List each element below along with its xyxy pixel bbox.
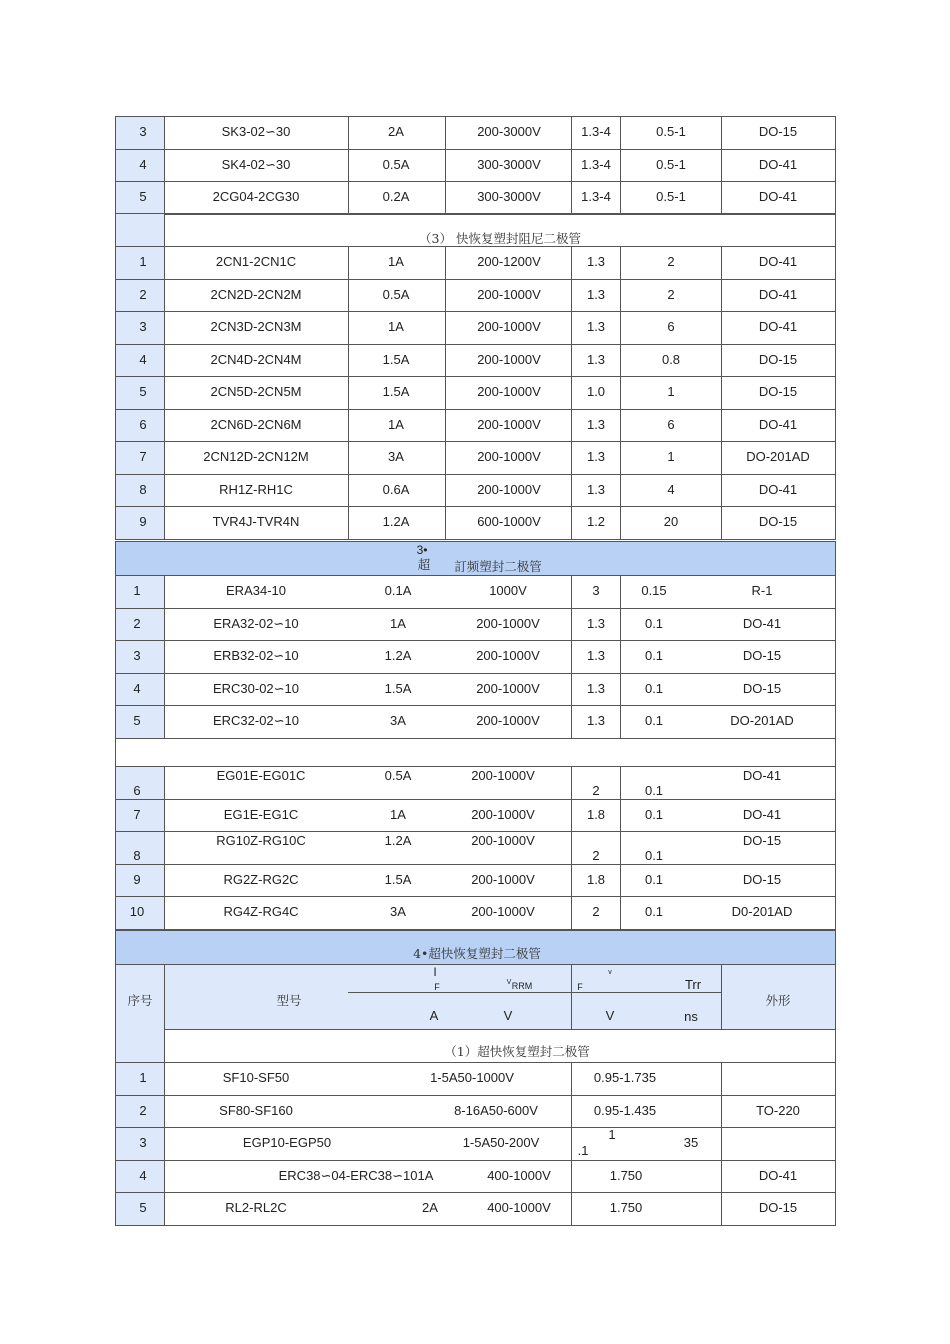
table-cell: 0.15	[641, 583, 667, 599]
table-cell: 1A	[388, 319, 404, 335]
table-cell: 0.2A	[382, 189, 410, 205]
table-border	[115, 1029, 836, 1030]
table-border	[115, 705, 836, 706]
table-border	[835, 246, 836, 539]
table-cell: SF80-SF160	[219, 1102, 293, 1118]
table-cell: DO-41	[758, 156, 798, 172]
table-cell: 2CN5D-2CN5M	[210, 384, 302, 400]
table-border	[835, 116, 836, 246]
table-border	[115, 738, 116, 766]
table-cell: 1000V	[489, 583, 527, 599]
table-cell: ERC30-02∽10	[212, 680, 300, 696]
row-index: 5	[139, 384, 147, 400]
table-border	[115, 799, 836, 800]
band-num: 3•	[416, 543, 428, 557]
table-cell: 200-1000V	[477, 319, 541, 335]
table-border	[115, 930, 116, 964]
table-cell: 2CN12D-2CN12M	[203, 449, 309, 465]
table-border	[620, 766, 621, 929]
table-border	[164, 1029, 165, 1062]
table-cell: 1-5A50-200V	[462, 1135, 540, 1151]
table-cell: DO-41	[758, 319, 798, 335]
row-index: 2	[133, 615, 141, 631]
table-cell: 0.1	[644, 806, 664, 822]
table-border	[571, 766, 572, 929]
table-cell: 200-1000V	[477, 286, 541, 302]
table-cell: 2	[667, 286, 675, 302]
table-cell: 1.5A	[384, 871, 412, 887]
table-cell: DO-41	[742, 615, 782, 631]
table-cell: DO-41	[742, 806, 782, 822]
table-border	[115, 766, 116, 929]
table-border	[835, 1029, 836, 1062]
table-border	[445, 246, 446, 539]
table-cell: 2	[667, 254, 675, 270]
table-cell: 0.1	[644, 648, 664, 664]
table-cell: 200-1000V	[477, 351, 541, 367]
table-cell: 1.3	[586, 351, 606, 367]
table-cell: 2A	[422, 1200, 438, 1216]
band-title: 4•超快恢复塑封二极管	[413, 946, 541, 961]
table-cell: 1.8	[586, 806, 606, 822]
header-v-sup: V	[506, 979, 512, 986]
table-cell: 1.750	[609, 1167, 643, 1183]
row-index: 8	[133, 848, 141, 864]
table-cell: SF10-SF50	[222, 1070, 290, 1086]
unit-v: V	[503, 1008, 513, 1023]
table-cell: 600-1000V	[477, 514, 541, 530]
table-cell: 1.3-4	[581, 189, 611, 205]
table-border	[115, 640, 836, 641]
table-cell: 1.3-4	[581, 124, 611, 140]
table-cell: 0.1	[644, 904, 664, 920]
table-cell: 1.3	[586, 416, 606, 432]
table-border	[115, 575, 836, 576]
table-cell: 0.5A	[382, 286, 410, 302]
table-cell: 1.750	[609, 1200, 643, 1216]
table-cell: EG01E-EG01C	[216, 768, 306, 784]
table-cell: TO-220	[756, 1102, 800, 1118]
row-index: 4	[139, 351, 147, 367]
index-column	[116, 1029, 164, 1062]
table-cell: 200-1000V	[476, 615, 540, 631]
table-cell: 1.2	[586, 514, 606, 530]
header-seq: 序号	[127, 993, 153, 1008]
table-border	[115, 864, 836, 865]
band-title: 訂频塑封二极管	[454, 559, 542, 574]
table-border	[164, 575, 165, 738]
table-border	[115, 116, 116, 246]
table-cell: 1.3	[586, 713, 606, 729]
table-border	[835, 964, 836, 1029]
table-cell: 1	[608, 1127, 616, 1143]
table-cell: 200-1000V	[476, 680, 540, 696]
table-cell: DO-41	[742, 768, 782, 784]
table-cell: DO-15	[758, 351, 798, 367]
table-cell: EG1E-EG1C	[223, 806, 299, 822]
table-cell: 0.6A	[382, 481, 410, 497]
table-border	[115, 1127, 836, 1128]
table-cell: 3	[592, 583, 600, 599]
table-cell: 20	[663, 514, 679, 530]
table-cell: 300-3000V	[477, 156, 541, 172]
table-cell: 1.3	[586, 648, 606, 664]
table-cell: 2CN3D-2CN3M	[210, 319, 302, 335]
table-border	[835, 575, 836, 738]
table-border	[115, 376, 836, 377]
table-border	[115, 279, 836, 280]
table-cell: 0.5-1	[656, 156, 686, 172]
table-border	[115, 1192, 836, 1193]
table-border	[115, 116, 836, 117]
row-index: 7	[133, 806, 141, 822]
table-cell: 0.95-1.435	[593, 1102, 657, 1118]
table-cell: R-1	[751, 583, 773, 599]
table-cell: 0.5A	[384, 768, 412, 784]
table-cell: RG10Z-RG10C	[216, 833, 306, 849]
table-border	[115, 344, 836, 345]
table-border	[835, 1062, 836, 1225]
table-border	[164, 766, 165, 929]
table-border	[835, 738, 836, 766]
table-cell: 0.5-1	[656, 124, 686, 140]
table-border	[115, 964, 116, 1029]
table-cell: .1	[577, 1143, 589, 1159]
table-cell: DO-15	[758, 384, 798, 400]
table-cell: 1.0	[586, 384, 606, 400]
table-cell: D0-201AD	[731, 904, 793, 920]
row-index: 3	[133, 648, 141, 664]
table-cell: DO-41	[758, 286, 798, 302]
table-border	[115, 409, 836, 410]
table-border	[620, 116, 621, 214]
table-cell: 2CN2D-2CN2M	[210, 286, 302, 302]
table-cell: DO-201AD	[730, 713, 794, 729]
table-cell: 35	[683, 1135, 699, 1151]
table-cell: 1.3	[586, 615, 606, 631]
table-cell: 3A	[390, 904, 406, 920]
row-index: 4	[139, 156, 147, 172]
table-border	[348, 246, 349, 539]
table-cell: 200-1000V	[477, 384, 541, 400]
table-border	[571, 964, 572, 1029]
table-border	[115, 1225, 836, 1226]
header-block	[116, 964, 835, 1029]
index-column	[116, 213, 164, 246]
table-cell: 1.2A	[384, 833, 412, 849]
table-cell: 1A	[388, 254, 404, 270]
row-index: 1	[139, 254, 147, 270]
table-cell: 200-1000V	[471, 768, 535, 784]
table-cell: 6	[667, 319, 675, 335]
table-border	[115, 1095, 836, 1096]
section-title: （1）超快恢复塑封二极管	[444, 1044, 590, 1059]
table-cell: 1.2A	[384, 648, 412, 664]
table-cell: 8-16A50-600V	[454, 1102, 538, 1118]
table-border	[115, 149, 836, 150]
table-cell: TVR4J-TVR4N	[212, 514, 300, 530]
table-cell: 0.1	[644, 848, 664, 864]
table-cell: 0.1	[644, 713, 664, 729]
table-cell: 200-1000V	[471, 806, 535, 822]
header-model: 型号	[276, 993, 302, 1008]
table-cell: SK4-02∽30	[221, 156, 291, 172]
section-title: （3） 快恢复塑封阻尼二极管	[419, 231, 581, 246]
table-cell: 1.3	[586, 680, 606, 696]
table-cell: 200-1000V	[471, 871, 535, 887]
table-cell: 1A	[390, 806, 406, 822]
table-cell: 1.3	[586, 319, 606, 335]
table-cell: 1.5A	[382, 351, 410, 367]
table-cell: 400-1000V	[487, 1167, 551, 1183]
table-cell: DO-15	[742, 680, 782, 696]
table-border	[115, 831, 836, 832]
row-index: 4	[139, 1167, 147, 1183]
table-cell: DO-15	[758, 124, 798, 140]
table-border	[445, 116, 446, 214]
table-cell: DO-15	[742, 648, 782, 664]
table-cell: 0.1	[644, 871, 664, 887]
row-index: 2	[139, 1102, 147, 1118]
table-cell: 0.1	[644, 680, 664, 696]
row-index: 5	[139, 1200, 147, 1216]
header-i: I	[433, 965, 437, 979]
table-border	[164, 1062, 165, 1225]
table-cell: 2CG04-2CG30	[212, 189, 300, 205]
unit-v: V	[605, 1008, 615, 1023]
row-index: 7	[139, 449, 147, 465]
table-border	[835, 766, 836, 929]
table-border	[115, 246, 836, 247]
table-cell: DO-15	[742, 833, 782, 849]
table-cell: 1.3-4	[581, 156, 611, 172]
row-index: 4	[133, 680, 141, 696]
table-cell: 1.8	[586, 871, 606, 887]
table-border	[571, 246, 572, 539]
table-border	[115, 474, 836, 475]
table-border	[115, 738, 836, 739]
table-border	[115, 766, 836, 767]
table-border	[721, 116, 722, 214]
table-cell: 0.95-1.735	[593, 1070, 657, 1086]
table-cell: 1A	[390, 615, 406, 631]
table-cell: 200-1000V	[477, 416, 541, 432]
row-index: 6	[133, 783, 141, 799]
table-border	[115, 539, 836, 540]
table-cell: 1-5A50-1000V	[430, 1070, 514, 1086]
table-cell: ERB32-02∽10	[213, 648, 299, 664]
table-cell: DO-15	[758, 514, 798, 530]
table-cell: 2	[592, 848, 600, 864]
table-border	[164, 964, 165, 1029]
table-border	[115, 1029, 116, 1062]
table-border	[571, 116, 572, 214]
table-cell: SK3-02∽30	[221, 124, 291, 140]
table-border	[115, 541, 836, 542]
table-border	[115, 575, 116, 738]
table-border	[348, 116, 349, 214]
table-border	[115, 673, 836, 674]
table-cell: DO-41	[758, 254, 798, 270]
table-cell: 1.2A	[382, 514, 410, 530]
table-border	[721, 1062, 722, 1225]
row-index: 9	[139, 514, 147, 530]
row-index: 8	[139, 481, 147, 497]
table-cell: 1.5A	[384, 680, 412, 696]
table-cell: 400-1000V	[487, 1200, 551, 1216]
table-cell: 200-1000V	[476, 713, 540, 729]
table-border	[115, 311, 836, 312]
table-cell: 6	[667, 416, 675, 432]
table-cell: DO-15	[742, 871, 782, 887]
table-border	[115, 930, 836, 931]
table-cell: DO-41	[758, 481, 798, 497]
table-cell: 1.3	[586, 286, 606, 302]
table-border	[835, 541, 836, 575]
table-cell: DO-41	[758, 1167, 798, 1183]
table-border	[115, 541, 116, 575]
table-cell: DO-41	[758, 416, 798, 432]
table-cell: ERA32-02∽10	[213, 615, 299, 631]
table-cell: 2CN4D-2CN4M	[210, 351, 302, 367]
table-border	[115, 181, 836, 182]
header-v-small: v	[608, 969, 612, 976]
table-border	[620, 575, 621, 738]
table-border	[721, 964, 722, 1029]
unit-a: A	[429, 1008, 439, 1023]
row-index: 1	[139, 1070, 147, 1086]
table-cell: 0.1	[644, 615, 664, 631]
table-cell: RL2-RL2C	[225, 1200, 287, 1216]
table-border	[115, 1062, 116, 1225]
table-cell: 2CN6D-2CN6M	[210, 416, 302, 432]
table-cell: 4	[667, 481, 675, 497]
table-border	[620, 246, 621, 539]
header-trr: Trr	[684, 977, 702, 992]
table-cell: DO-15	[758, 1200, 798, 1216]
header-f1: F	[434, 982, 440, 992]
table-cell: 0.8	[661, 351, 681, 367]
table-cell: 1	[667, 384, 675, 400]
header-vrrm: RRM	[511, 981, 533, 991]
table-cell: 2	[592, 904, 600, 920]
table-cell: RH1Z-RH1C	[219, 481, 293, 497]
row-index: 3	[139, 319, 147, 335]
table-cell: DO-201AD	[746, 449, 810, 465]
header-f2: F	[577, 982, 583, 992]
row-index: 3	[139, 1135, 147, 1151]
table-cell: 200-3000V	[477, 124, 541, 140]
row-index: 6	[139, 416, 147, 432]
table-border	[571, 1062, 572, 1225]
table-cell: 200-1000V	[476, 648, 540, 664]
table-cell: 200-1000V	[471, 904, 535, 920]
table-cell: RG4Z-RG4C	[223, 904, 299, 920]
table-border	[348, 992, 721, 993]
unit-ns: ns	[684, 1009, 698, 1024]
table-border	[115, 964, 836, 965]
table-border	[164, 246, 165, 539]
table-border	[164, 116, 165, 214]
table-border	[115, 506, 836, 507]
table-cell: 200-1200V	[477, 254, 541, 270]
table-border	[571, 575, 572, 738]
table-border	[115, 1160, 836, 1161]
table-border	[115, 1062, 836, 1063]
table-cell: 1.3	[586, 481, 606, 497]
row-index: 3	[139, 124, 147, 140]
table-border	[115, 608, 836, 609]
table-border	[115, 246, 116, 539]
table-cell: 0.5-1	[656, 189, 686, 205]
table-cell: RG2Z-RG2C	[223, 871, 299, 887]
table-cell: 2	[592, 783, 600, 799]
row-index: 2	[139, 286, 147, 302]
header-shape: 外形	[765, 993, 791, 1008]
table-cell: 3A	[388, 449, 404, 465]
table-border	[115, 896, 836, 897]
table-cell: EGP10-EGP50	[242, 1135, 332, 1151]
table-cell: 1.3	[586, 254, 606, 270]
row-index: 1	[133, 583, 141, 599]
table-border	[115, 213, 836, 214]
table-cell: 200-1000V	[471, 833, 535, 849]
row-index: 5	[139, 189, 147, 205]
band-chao: 超	[417, 557, 431, 572]
table-cell: 1.3	[586, 449, 606, 465]
table-cell: ERA34-10	[226, 583, 286, 599]
table-cell: 200-1000V	[477, 481, 541, 497]
table-border	[115, 441, 836, 442]
table-cell: 1.5A	[382, 384, 410, 400]
table-cell: 300-3000V	[477, 189, 541, 205]
table-cell: 3A	[390, 713, 406, 729]
table-cell: 1A	[388, 416, 404, 432]
table-cell: ERC32-02∽10	[212, 713, 300, 729]
table-border	[721, 246, 722, 539]
row-index: 5	[133, 713, 141, 729]
table-cell: 1	[667, 449, 675, 465]
table-cell: 0.5A	[382, 156, 410, 172]
table-cell: 2A	[388, 124, 404, 140]
row-index: 9	[133, 871, 141, 887]
table-border	[835, 930, 836, 964]
table-cell: 2CN1-2CN1C	[215, 254, 297, 270]
table-cell: DO-41	[758, 189, 798, 205]
table-cell: 0.1A	[384, 583, 412, 599]
row-index: 10	[129, 904, 145, 920]
table-cell: 0.1	[644, 783, 664, 799]
table-border	[164, 213, 165, 246]
table-cell: 200-1000V	[477, 449, 541, 465]
table-cell: ERC38∽04-ERC38∽101A	[278, 1167, 434, 1183]
